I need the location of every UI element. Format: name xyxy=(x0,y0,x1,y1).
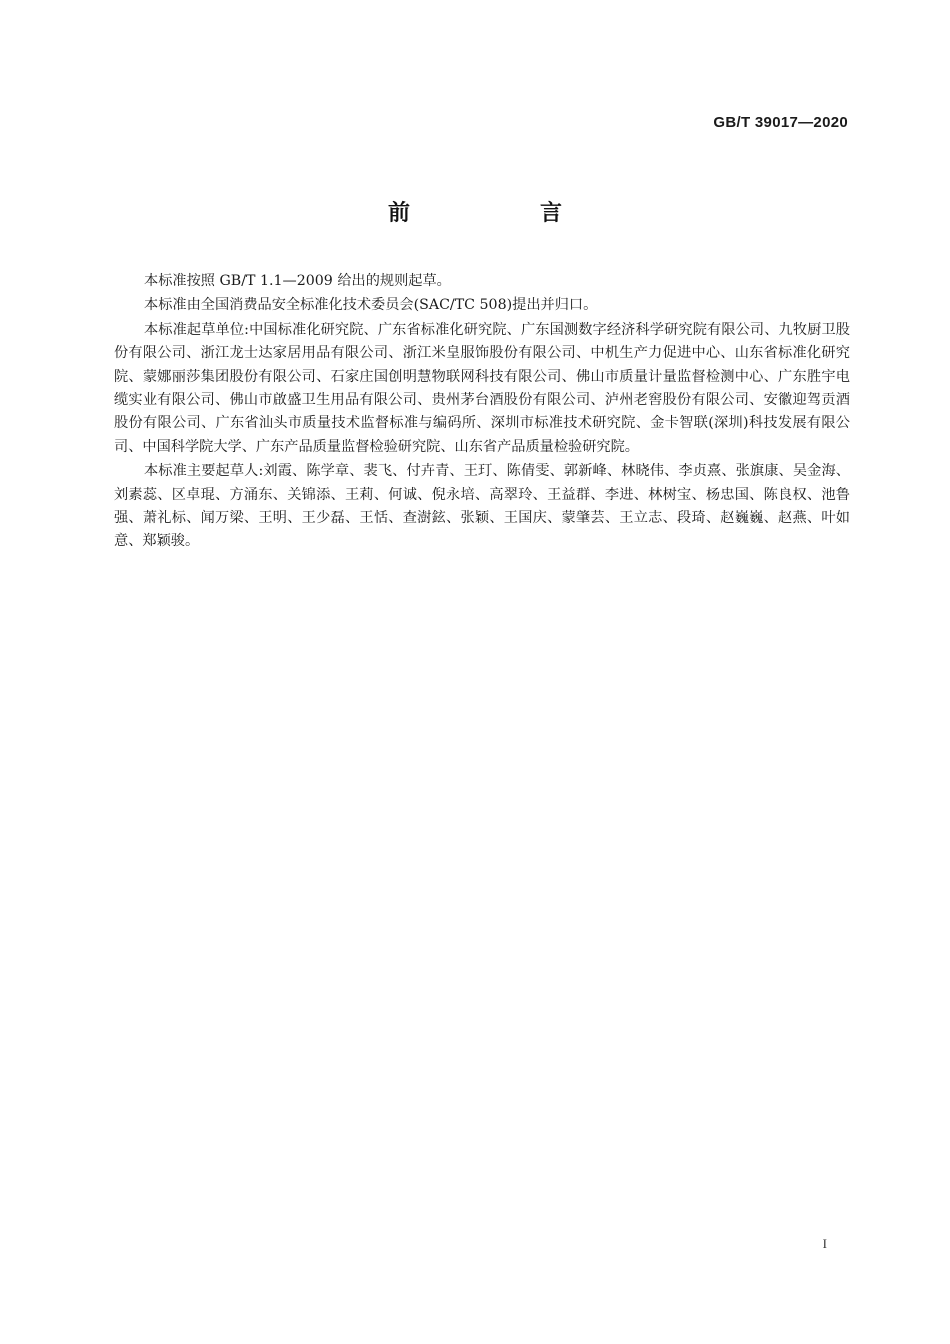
standard-code-header: GB/T 39017—2020 xyxy=(713,114,848,131)
paragraph-main-drafters: 本标准主要起草人:刘霞、陈学章、裴飞、付卉青、王玎、陈倩雯、郭新峰、林晓伟、李贞熹、张旗康、吴金海、刘素蕊、区卓琨、方涌东、关锦添、王莉、何诚、倪永培、高翠玲、王益群、李进、林树宝、杨忠国、陈良权、池鲁强、萧礼标、闻万梁、王明、王少磊、王恬、查澍鉉、张颖、王国庆、蒙肇芸、王立志、段琦、赵巍巍、赵燕、叶如意、郑颖骏。 xyxy=(114,463,850,550)
paragraph-drafting-rules: 本标准按照 GB/T 1.1—2009 给出的规则起草。 xyxy=(144,273,451,289)
page-number: I xyxy=(822,1236,827,1251)
preface-body xyxy=(114,270,850,555)
paragraph-drafting-units: 本标准起草单位:中国标准化研究院、广东省标准化研究院、广东国测数字经济科学研究院有限公司、九牧厨卫股份有限公司、浙江龙士达家居用品有限公司、浙江米皇服饰股份有限公司、中机生产力促进中心、山东省标准化研究院、蒙娜丽莎集团股份有限公司、石家庄国创明慧物联网科技有限公司、佛山市质量计量监督检测中心、广东胜宇电缆实业有限公司、佛山市啟盛卫生用品有限公司、贵州茅台酒股份有限公司、泸州老窖股份有限公司、安徽迎驾贡酒股份有限公司、广东省汕头市质量技术监督标准与编码所、深圳市标准技术研究院、金卡智联(深圳)科技发展有限公司、中国科学院大学、广东产品质量监督检验研究院、山东省产品质量检验研究院。 xyxy=(114,321,850,455)
page-title: 前 言 xyxy=(387,201,616,226)
paragraph-proposer: 本标准由全国消费品安全标准化技术委员会(SAC/TC 508)提出并归口。 xyxy=(144,297,598,314)
